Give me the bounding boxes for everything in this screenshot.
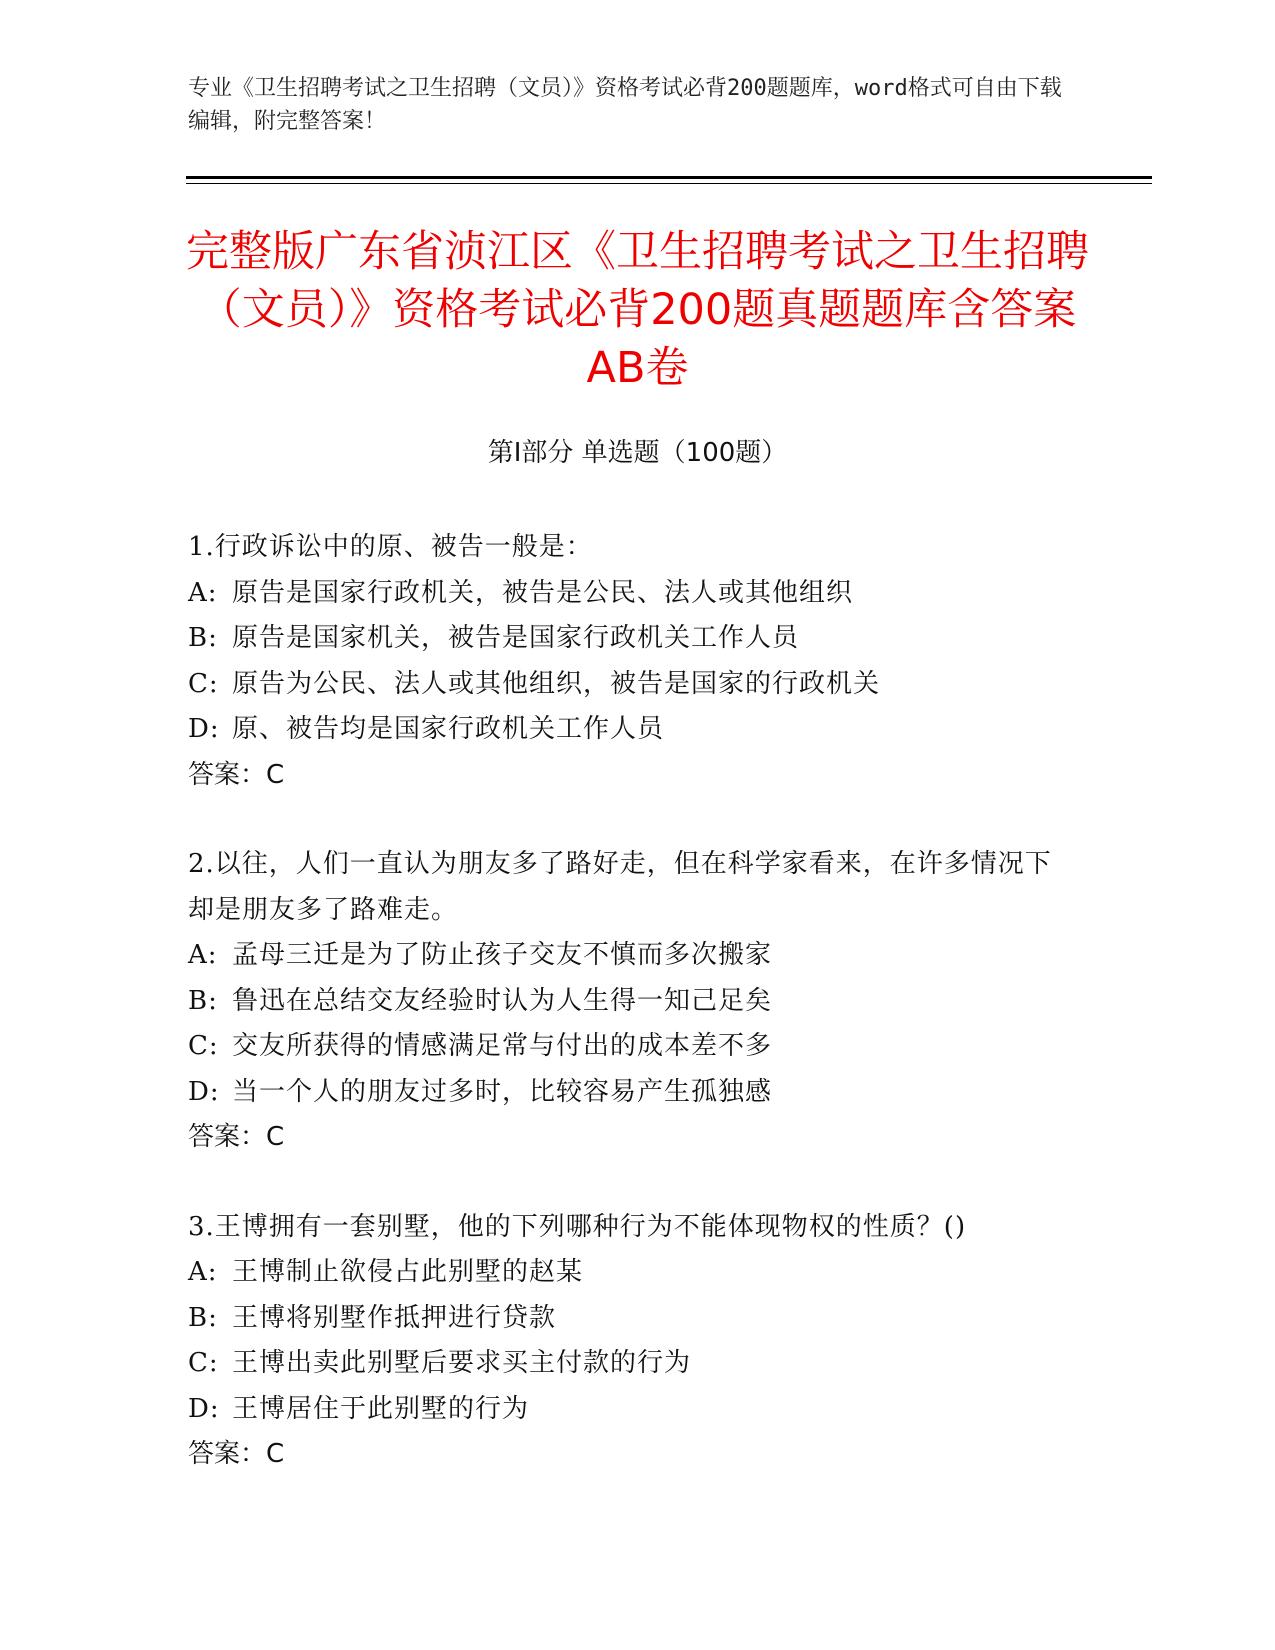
option-d <box>188 1387 1068 1433</box>
option-letter: C: <box>188 668 219 699</box>
option-a <box>188 571 1068 617</box>
option-text: 原告是国家机关，被告是国家行政机关工作人员 <box>232 623 800 653</box>
question-1 <box>188 525 1068 798</box>
option-text: 王博将别墅作抵押进行贷款 <box>232 1302 557 1333</box>
option-text: 原告为公民、法人或其他组织，被告是国家的行政机关 <box>232 668 881 699</box>
header-note: 专业《卫生招聘考试之卫生招聘（文员）》资格考试必背200题题库，word格式可自由下载编辑，附完整答案！ <box>188 76 1062 134</box>
question-stem: 1.行政诉讼中的原、被告一般是： <box>188 532 593 562</box>
option-b <box>188 616 1068 662</box>
header-rule-thick <box>186 176 1152 179</box>
option-text: 交友所获得的情感满足常与付出的成本差不多 <box>232 1031 773 1061</box>
option-letter: C: <box>188 1031 219 1061</box>
option-letter: C: <box>188 1348 219 1378</box>
option-letter: B: <box>188 1302 218 1333</box>
question-stem: 2.以往，人们一直认为朋友多了路好走，但在科学家看来，在许多情况下却是朋友多了路难走。 <box>188 849 1052 925</box>
question-answer: 答案：C <box>188 1122 285 1152</box>
option-b <box>188 1296 1068 1342</box>
option-text: 王博制止欲侵占此别墅的赵某 <box>232 1257 584 1287</box>
question-3 <box>188 1205 1068 1478</box>
question-stem: 3.王博拥有一套别墅，他的下列哪种行为不能体现物权的性质？() <box>188 1211 967 1242</box>
option-text: 孟母三迁是为了防止孩子交友不慎而多次搬家 <box>232 940 773 970</box>
option-b <box>188 979 1068 1025</box>
question-answer: 答案：C <box>188 1439 285 1469</box>
option-letter: B: <box>188 623 218 653</box>
header-rule-thin <box>186 183 1152 184</box>
section-title: 第I部分 单选题（100题） <box>487 438 788 468</box>
option-text: 当一个人的朋友过多时，比较容易产生孤独感 <box>232 1076 773 1107</box>
question-2 <box>188 842 1068 1161</box>
option-text: 王博出卖此别墅后要求买主付款的行为 <box>232 1348 692 1378</box>
document-title: 完整版广东省浈江区《卫生招聘考试之卫生招聘（文员）》资格考试必背200题真题题库含答案AB卷 <box>186 227 1089 393</box>
option-c <box>188 662 1068 708</box>
question-answer: 答案：C <box>188 759 285 790</box>
option-d <box>188 707 1068 753</box>
option-letter: D: <box>188 1076 220 1107</box>
option-letter: A: <box>188 577 218 608</box>
option-letter: B: <box>188 985 218 1016</box>
option-text: 鲁迅在总结交友经验时认为人生得一知己足矣 <box>232 985 773 1016</box>
option-text: 王博居住于此别墅的行为 <box>232 1393 530 1424</box>
option-letter: D: <box>188 1393 220 1424</box>
option-letter: A: <box>188 940 218 970</box>
option-letter: D: <box>188 714 220 744</box>
option-text: 原、被告均是国家行政机关工作人员 <box>232 714 665 744</box>
option-a <box>188 933 1068 979</box>
option-letter: A: <box>188 1257 218 1287</box>
question-list <box>188 525 1068 1522</box>
option-a <box>188 1250 1068 1296</box>
option-c <box>188 1024 1068 1070</box>
option-text: 原告是国家行政机关，被告是公民、法人或其他组织 <box>232 577 854 608</box>
option-d <box>188 1070 1068 1116</box>
option-c <box>188 1341 1068 1387</box>
